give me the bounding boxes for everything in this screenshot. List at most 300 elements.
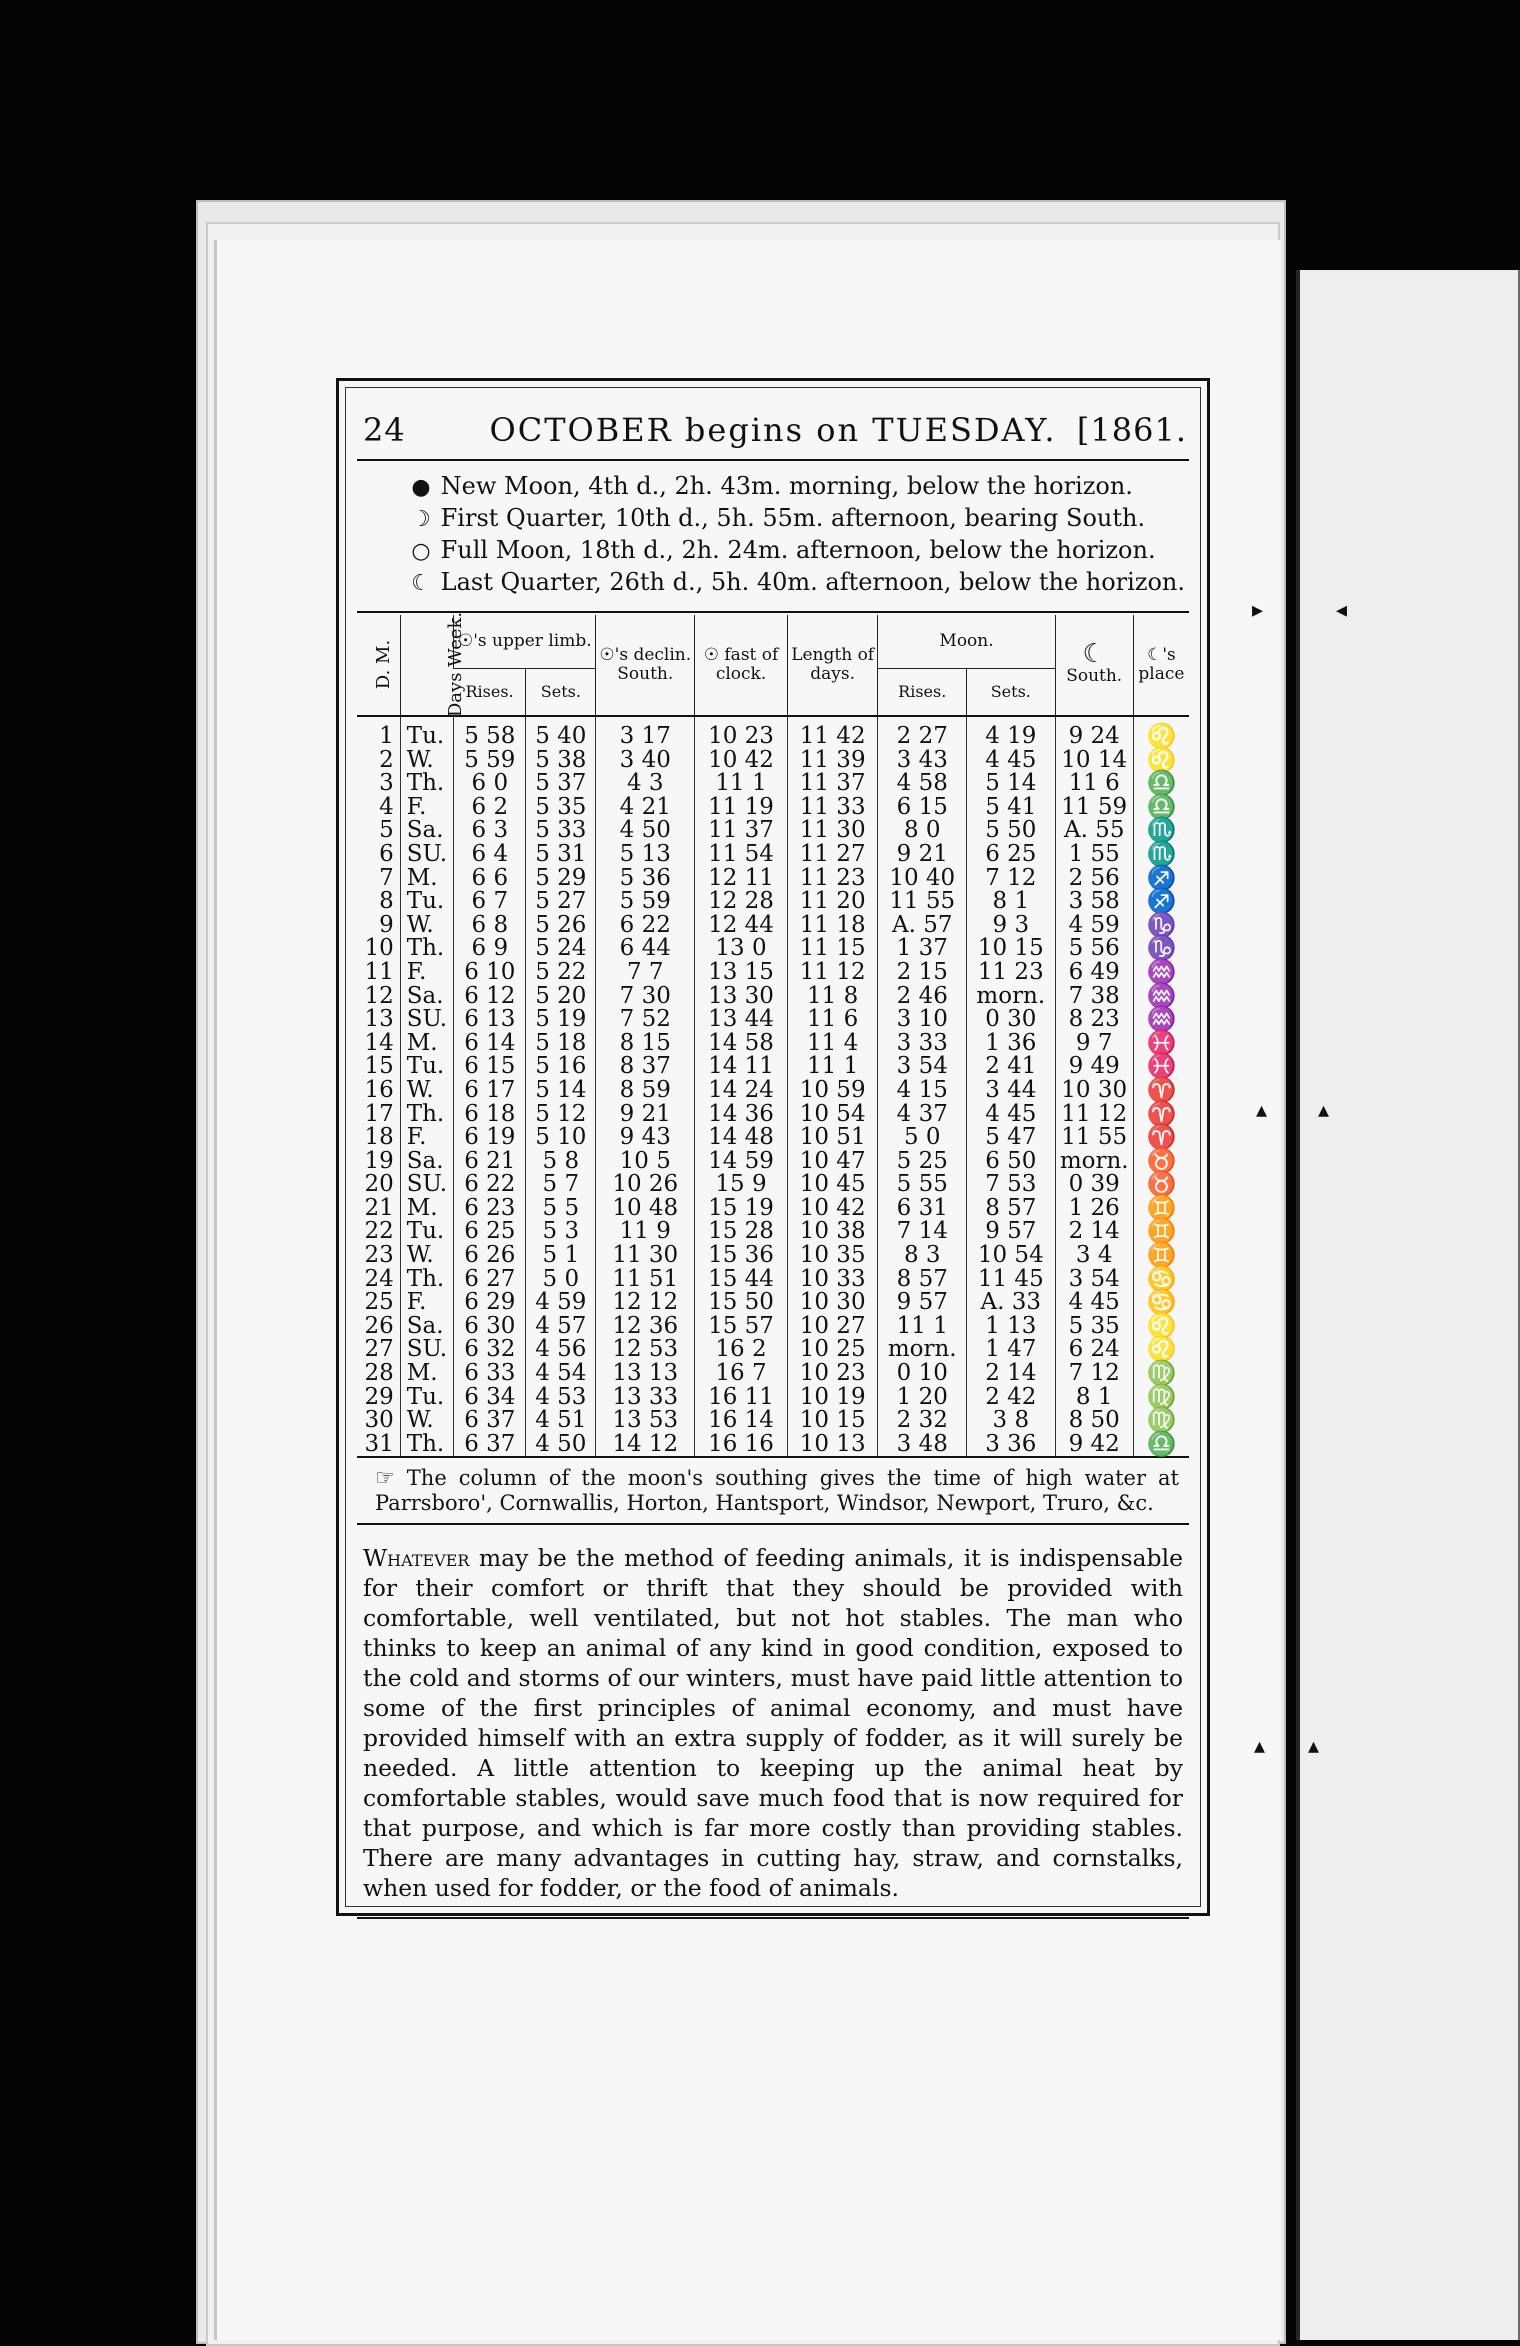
sun-fast-cell: 15 57 — [695, 1315, 788, 1339]
sun-fast-cell: 15 36 — [695, 1244, 788, 1268]
sun-sets-cell: 5 29 — [526, 867, 596, 891]
moon-sets-cell: 8 57 — [967, 1197, 1056, 1221]
col-sun-declination: ☉'s declin. South. — [596, 615, 695, 716]
sun-fast-cell: 14 36 — [695, 1103, 788, 1127]
margin-mark: ▴ — [1254, 1734, 1266, 1759]
moon-place-cell: ♉ — [1133, 1150, 1189, 1174]
table-row — [357, 1197, 1189, 1221]
essay-text: may be the method of feeding animals, it is indispensable for their comfort or thrift that they should be provided with comfortable, well ventilated, but not hot stables. The man who thinks to keep an animal of any kind in good condition, exposed to the cold and storms of our winters, must have paid little attention to some of the first principles of animal economy, and must have provided himself with an extra supply of fodder, as it will surely be needed. A little attention to keeping up the animal heat by comfortable stables, would save much food that is now required for that purpose, and which is far more costly than providing stables. There are many advantages in cutting hay, straw, and cornstalks, when used for fodder, or the food of animals. — [363, 1544, 1183, 1903]
moon-sets-cell: 8 1 — [967, 890, 1056, 914]
sun-rises-cell: 6 21 — [454, 1150, 526, 1174]
moon-rises-cell: 3 54 — [878, 1055, 967, 1079]
sun-rises-cell: 6 33 — [454, 1362, 526, 1386]
table-row — [357, 772, 1189, 796]
day-of-month-cell: 2 — [379, 746, 394, 773]
day-length-cell: 10 59 — [787, 1079, 878, 1103]
day-of-week-cell: F. — [400, 796, 454, 820]
sun-rises-cell: 6 37 — [454, 1433, 526, 1457]
sun-declination-cell: 10 48 — [596, 1197, 695, 1221]
day-of-month-cell: 31 — [364, 1430, 394, 1457]
day-length-cell: 10 33 — [787, 1268, 878, 1292]
day-of-month-cell: 26 — [364, 1312, 394, 1339]
margin-mark: ▴ — [1308, 1734, 1320, 1759]
calendar-body — [357, 716, 1189, 1456]
table-row — [357, 1291, 1189, 1315]
moon-south-cell: 9 42 — [1055, 1433, 1133, 1457]
sun-sets-cell: 5 24 — [526, 937, 596, 961]
moon-rises-cell: 4 58 — [878, 772, 967, 796]
moon-place-cell: ♈ — [1133, 1126, 1189, 1150]
moon-place-cell: ♐ — [1133, 890, 1189, 914]
moon-place-cell: ♑ — [1133, 914, 1189, 938]
day-of-month-cell: 7 — [379, 864, 394, 891]
moon-sets-cell: A. 33 — [967, 1291, 1056, 1315]
day-of-month-cell: 8 — [379, 888, 394, 915]
moon-south-cell: 6 24 — [1055, 1338, 1133, 1362]
moon-south-cell: 8 50 — [1055, 1409, 1133, 1433]
moon-rises-cell: 0 10 — [878, 1362, 967, 1386]
sun-rises-cell: 6 25 — [454, 1220, 526, 1244]
day-of-week-cell: M. — [400, 1032, 454, 1056]
moon-rises-cell: 6 31 — [878, 1197, 967, 1221]
table-row — [357, 1244, 1189, 1268]
sun-fast-cell: 10 42 — [695, 749, 788, 773]
moon-south-cell: 11 12 — [1055, 1103, 1133, 1127]
day-of-week-cell: W. — [400, 749, 454, 773]
moon-place-cell: ♓ — [1133, 1032, 1189, 1056]
sun-sets-cell: 5 1 — [526, 1244, 596, 1268]
sun-declination-cell: 10 26 — [596, 1173, 695, 1197]
day-of-month-cell: 23 — [364, 1242, 394, 1269]
moon-rises-cell: 2 46 — [878, 985, 967, 1009]
sun-fast-cell: 11 1 — [695, 772, 788, 796]
moon-sets-cell: 4 45 — [967, 1103, 1056, 1127]
day-length-cell: 10 25 — [787, 1338, 878, 1362]
day-length-cell: 10 54 — [787, 1103, 878, 1127]
moon-place-cell: ♌ — [1133, 1315, 1189, 1339]
moon-rises-cell: 8 0 — [878, 819, 967, 843]
moon-south-cell: 9 7 — [1055, 1032, 1133, 1056]
day-of-week-cell: Th. — [400, 1433, 454, 1457]
moon-sets-cell: 11 23 — [967, 961, 1056, 985]
moon-rises-cell: 4 37 — [878, 1103, 967, 1127]
moon-south-cell: 3 54 — [1055, 1268, 1133, 1292]
margin-mark: ▸ — [1252, 598, 1264, 623]
day-length-cell: 10 23 — [787, 1362, 878, 1386]
moon-south-cell: 11 59 — [1055, 796, 1133, 820]
day-length-cell: 11 20 — [787, 890, 878, 914]
sun-rises-cell: 6 14 — [454, 1032, 526, 1056]
moon-south-cell: 3 58 — [1055, 890, 1133, 914]
day-of-month-cell: 9 — [379, 911, 394, 938]
day-length-cell: 11 8 — [787, 985, 878, 1009]
day-of-week-cell: F. — [400, 1126, 454, 1150]
sun-fast-cell: 13 0 — [695, 937, 788, 961]
sun-rises-cell: 6 19 — [454, 1126, 526, 1150]
table-row — [357, 1032, 1189, 1056]
moon-rises-cell: 9 57 — [878, 1291, 967, 1315]
sun-sets-cell: 5 16 — [526, 1055, 596, 1079]
new-moon-icon: ● — [411, 475, 431, 500]
sun-sets-cell: 5 8 — [526, 1150, 596, 1174]
day-of-week-cell: M. — [400, 867, 454, 891]
moon-south-cell: 2 14 — [1055, 1220, 1133, 1244]
sun-fast-cell: 11 54 — [695, 843, 788, 867]
sun-fast-cell: 15 44 — [695, 1268, 788, 1292]
sun-declination-cell: 8 37 — [596, 1055, 695, 1079]
moon-phases — [409, 471, 1189, 599]
moon-sets-cell: 1 36 — [967, 1032, 1056, 1056]
sun-fast-cell: 13 44 — [695, 1008, 788, 1032]
sun-fast-cell: 16 16 — [695, 1433, 788, 1457]
divider — [357, 611, 1189, 613]
day-length-cell: 11 18 — [787, 914, 878, 938]
phase-full-moon — [409, 535, 1189, 567]
page-number: 24 — [363, 411, 406, 449]
day-length-cell: 10 45 — [787, 1173, 878, 1197]
day-of-month-cell: 20 — [364, 1171, 394, 1198]
day-of-week-cell: W. — [400, 914, 454, 938]
day-of-week-cell: Sa. — [400, 985, 454, 1009]
sun-declination-cell: 12 53 — [596, 1338, 695, 1362]
moon-sets-cell: 5 47 — [967, 1126, 1056, 1150]
moon-place-cell: ♑ — [1133, 937, 1189, 961]
moon-sets-cell: 2 41 — [967, 1055, 1056, 1079]
sun-declination-cell: 13 13 — [596, 1362, 695, 1386]
sun-fast-cell: 14 58 — [695, 1032, 788, 1056]
moon-sets-cell: 7 53 — [967, 1173, 1056, 1197]
table-row — [357, 1008, 1189, 1032]
sun-rises-cell: 5 58 — [454, 716, 526, 749]
sun-rises-cell: 6 32 — [454, 1338, 526, 1362]
sun-declination-cell: 8 15 — [596, 1032, 695, 1056]
moon-rises-cell: A. 57 — [878, 914, 967, 938]
sun-sets-cell: 5 3 — [526, 1220, 596, 1244]
moon-rises-cell: 3 33 — [878, 1032, 967, 1056]
table-row — [357, 1055, 1189, 1079]
day-of-month-cell: 6 — [379, 840, 394, 867]
table-row — [357, 1315, 1189, 1339]
moon-sets-cell: 10 15 — [967, 937, 1056, 961]
sun-fast-cell: 12 28 — [695, 890, 788, 914]
sun-rises-cell: 6 22 — [454, 1173, 526, 1197]
moon-place-cell: ♏ — [1133, 843, 1189, 867]
moon-rises-cell: 1 20 — [878, 1386, 967, 1410]
sun-sets-cell: 5 22 — [526, 961, 596, 985]
day-of-week-cell: Th. — [400, 1103, 454, 1127]
phase-last-quarter — [409, 567, 1189, 599]
day-of-week-cell: Tu. — [400, 1220, 454, 1244]
sun-fast-cell: 16 7 — [695, 1362, 788, 1386]
moon-rises-cell: morn. — [878, 1338, 967, 1362]
sun-sets-cell: 5 10 — [526, 1126, 596, 1150]
day-length-cell: 11 15 — [787, 937, 878, 961]
day-of-week-cell: F. — [400, 961, 454, 985]
table-row — [357, 1150, 1189, 1174]
sun-fast-cell: 10 23 — [695, 716, 788, 749]
sun-fast-cell: 16 11 — [695, 1386, 788, 1410]
table-row — [357, 1103, 1189, 1127]
moon-place-cell: ♒ — [1133, 961, 1189, 985]
sun-sets-cell: 5 12 — [526, 1103, 596, 1127]
moon-sets-cell: 7 12 — [967, 867, 1056, 891]
moon-south-cell: 5 35 — [1055, 1315, 1133, 1339]
phase-text: Last Quarter, 26th d., 5h. 40m. afternoon, below the horizon. — [440, 568, 1186, 596]
sun-declination-cell: 11 30 — [596, 1244, 695, 1268]
sun-declination-cell: 9 43 — [596, 1126, 695, 1150]
day-length-cell: 10 47 — [787, 1150, 878, 1174]
sun-declination-cell: 14 12 — [596, 1433, 695, 1457]
table-row — [357, 1079, 1189, 1103]
sun-rises-cell: 6 17 — [454, 1079, 526, 1103]
moon-place-cell: ♎ — [1133, 772, 1189, 796]
moon-south-cell: 0 39 — [1055, 1173, 1133, 1197]
phase-new-moon — [409, 471, 1189, 503]
day-length-cell: 11 42 — [787, 716, 878, 749]
day-length-cell: 10 38 — [787, 1220, 878, 1244]
day-of-month-cell: 25 — [364, 1289, 394, 1316]
almanac-frame — [336, 378, 1210, 1916]
day-of-week-cell: M. — [400, 1362, 454, 1386]
sun-sets-cell: 5 7 — [526, 1173, 596, 1197]
sun-sets-cell: 5 37 — [526, 772, 596, 796]
day-of-month-cell: 14 — [364, 1029, 394, 1056]
sun-sets-cell: 4 57 — [526, 1315, 596, 1339]
sun-declination-cell: 6 22 — [596, 914, 695, 938]
day-of-week-cell: Tu. — [400, 716, 454, 749]
day-of-month-cell: 18 — [364, 1124, 394, 1151]
day-length-cell: 10 35 — [787, 1244, 878, 1268]
day-of-week-cell: W. — [400, 1409, 454, 1433]
moon-place-cell: ♒ — [1133, 1008, 1189, 1032]
table-row — [357, 1362, 1189, 1386]
sun-fast-cell: 15 28 — [695, 1220, 788, 1244]
table-row — [357, 1220, 1189, 1244]
moon-place-cell: ♉ — [1133, 1173, 1189, 1197]
day-of-week-cell: Tu. — [400, 890, 454, 914]
header-row — [357, 615, 1189, 668]
day-of-month-cell: 16 — [364, 1076, 394, 1103]
day-length-cell: 11 33 — [787, 796, 878, 820]
sun-rises-cell: 6 4 — [454, 843, 526, 867]
moon-south-cell: 11 55 — [1055, 1126, 1133, 1150]
sun-declination-cell: 5 59 — [596, 890, 695, 914]
col-moon-sets: Sets. — [967, 668, 1056, 716]
moon-sets-cell: 1 13 — [967, 1315, 1056, 1339]
table-row — [357, 1433, 1189, 1457]
moon-rises-cell: 3 10 — [878, 1008, 967, 1032]
moon-south-cell: 2 56 — [1055, 867, 1133, 891]
day-length-cell: 11 1 — [787, 1055, 878, 1079]
sun-rises-cell: 6 3 — [454, 819, 526, 843]
day-of-week-cell: Th. — [400, 937, 454, 961]
day-length-cell: 11 12 — [787, 961, 878, 985]
day-of-month-cell: 19 — [364, 1147, 394, 1174]
moon-place-cell: ♌ — [1133, 1338, 1189, 1362]
moon-place-cell: ♒ — [1133, 985, 1189, 1009]
moon-sets-cell: 2 14 — [967, 1362, 1056, 1386]
sun-fast-cell: 15 19 — [695, 1197, 788, 1221]
table-row — [357, 1126, 1189, 1150]
moon-south-cell: 7 38 — [1055, 985, 1133, 1009]
moon-icon: ☾ — [1082, 638, 1106, 669]
col-length-days: Length of days. — [787, 615, 878, 716]
day-length-cell: 11 39 — [787, 749, 878, 773]
sun-rises-cell: 6 7 — [454, 890, 526, 914]
sun-sets-cell: 5 0 — [526, 1268, 596, 1292]
moon-rises-cell: 8 57 — [878, 1268, 967, 1292]
sun-fast-cell: 14 24 — [695, 1079, 788, 1103]
table-row — [357, 749, 1189, 773]
moon-sets-cell: 2 42 — [967, 1386, 1056, 1410]
day-length-cell: 10 27 — [787, 1315, 878, 1339]
moon-rises-cell: 5 55 — [878, 1173, 967, 1197]
sun-sets-cell: 5 5 — [526, 1197, 596, 1221]
moon-place-cell: ♈ — [1133, 1103, 1189, 1127]
sun-declination-cell: 13 33 — [596, 1386, 695, 1410]
moon-sets-cell: 9 3 — [967, 914, 1056, 938]
essay-paragraph — [363, 1543, 1183, 1903]
moon-place-cell: ♎ — [1133, 1433, 1189, 1457]
moon-place-cell: ♍ — [1133, 1362, 1189, 1386]
day-length-cell: 11 4 — [787, 1032, 878, 1056]
day-of-week-cell: Sa. — [400, 819, 454, 843]
moon-sets-cell: morn. — [967, 985, 1056, 1009]
moon-south-cell: 5 56 — [1055, 937, 1133, 961]
table-row — [357, 1386, 1189, 1410]
table-row — [357, 1173, 1189, 1197]
table-row — [357, 716, 1189, 749]
day-length-cell: 10 15 — [787, 1409, 878, 1433]
moon-sets-cell: 5 50 — [967, 819, 1056, 843]
col-moon: Moon. — [878, 615, 1055, 668]
sun-fast-cell: 12 44 — [695, 914, 788, 938]
moon-place-cell: ♍ — [1133, 1386, 1189, 1410]
sun-declination-cell: 11 51 — [596, 1268, 695, 1292]
day-of-month-cell: 13 — [364, 1006, 394, 1033]
sun-declination-cell: 9 21 — [596, 1103, 695, 1127]
page-year: [1861. — [1076, 411, 1187, 449]
day-length-cell: 11 27 — [787, 843, 878, 867]
phase-text: New Moon, 4th d., 2h. 43m. morning, below the horizon. — [440, 472, 1133, 500]
sun-sets-cell: 5 20 — [526, 985, 596, 1009]
moon-rises-cell: 6 15 — [878, 796, 967, 820]
moon-south-cell: 9 49 — [1055, 1055, 1133, 1079]
sun-rises-cell: 6 23 — [454, 1197, 526, 1221]
col-moon-rises: Rises. — [878, 668, 967, 716]
sun-rises-cell: 6 13 — [454, 1008, 526, 1032]
moon-south-cell: 7 12 — [1055, 1362, 1133, 1386]
moon-sets-cell: 9 57 — [967, 1220, 1056, 1244]
day-of-month-cell: 3 — [379, 770, 394, 797]
table-row — [357, 819, 1189, 843]
moon-south-cell: 1 26 — [1055, 1197, 1133, 1221]
moon-south-cell: 8 1 — [1055, 1386, 1133, 1410]
moon-place-cell: ♋ — [1133, 1291, 1189, 1315]
moon-rises-cell: 2 27 — [878, 716, 967, 749]
table-row — [357, 843, 1189, 867]
divider — [357, 1523, 1189, 1525]
table-row — [357, 937, 1189, 961]
sun-declination-cell: 5 36 — [596, 867, 695, 891]
sun-rises-cell: 6 18 — [454, 1103, 526, 1127]
sun-rises-cell: 6 34 — [454, 1386, 526, 1410]
sun-sets-cell: 5 19 — [526, 1008, 596, 1032]
sun-sets-cell: 5 27 — [526, 890, 596, 914]
day-of-week-cell: Sa. — [400, 1315, 454, 1339]
day-length-cell: 11 30 — [787, 819, 878, 843]
moon-rises-cell: 3 43 — [878, 749, 967, 773]
moon-south-cell: 11 6 — [1055, 772, 1133, 796]
sun-fast-cell: 14 11 — [695, 1055, 788, 1079]
sun-fast-cell: 12 11 — [695, 867, 788, 891]
day-of-month-cell: 4 — [379, 793, 394, 820]
day-of-month-cell: 24 — [364, 1265, 394, 1292]
moon-sets-cell: 3 44 — [967, 1079, 1056, 1103]
day-of-week-cell: Sa. — [400, 1150, 454, 1174]
sun-rises-cell: 6 9 — [454, 937, 526, 961]
margin-mark: ▴ — [1318, 1098, 1330, 1123]
day-of-week-cell: W. — [400, 1079, 454, 1103]
moon-place-cell: ♐ — [1133, 867, 1189, 891]
col-sun-rises: Rises. — [454, 668, 526, 716]
moon-south-cell: 10 30 — [1055, 1079, 1133, 1103]
moon-rises-cell: 8 3 — [878, 1244, 967, 1268]
sun-fast-cell: 14 59 — [695, 1150, 788, 1174]
sun-declination-cell: 13 53 — [596, 1409, 695, 1433]
full-moon-icon: ○ — [411, 539, 431, 564]
moon-sets-cell: 10 54 — [967, 1244, 1056, 1268]
page-header — [357, 381, 1189, 461]
table-row — [357, 985, 1189, 1009]
table-row — [357, 867, 1189, 891]
day-of-week-cell: SU. — [400, 843, 454, 867]
moon-sets-cell: 3 36 — [967, 1433, 1056, 1457]
day-of-week-cell: Th. — [400, 772, 454, 796]
day-of-week-cell: SU. — [400, 1173, 454, 1197]
day-of-week-cell: W. — [400, 1244, 454, 1268]
moon-rises-cell: 7 14 — [878, 1220, 967, 1244]
moon-rises-cell: 3 48 — [878, 1433, 967, 1457]
sun-fast-cell: 13 30 — [695, 985, 788, 1009]
tide-note-text: The column of the moon's southing gives the time of high water at Parrsboro', Cornwallis, Horton, Hantsport, Windsor, Newport, Truro, &c. — [375, 1466, 1179, 1516]
sun-sets-cell: 5 40 — [526, 716, 596, 749]
day-of-month-cell: 15 — [364, 1053, 394, 1080]
sun-sets-cell: 5 35 — [526, 796, 596, 820]
moon-rises-cell: 1 37 — [878, 937, 967, 961]
moon-south-cell: 6 49 — [1055, 961, 1133, 985]
sun-fast-cell: 16 2 — [695, 1338, 788, 1362]
phase-first-quarter — [409, 503, 1189, 535]
col-moon-south: ☾ South. — [1055, 615, 1133, 716]
sun-fast-cell: 16 14 — [695, 1409, 788, 1433]
almanac-content — [357, 381, 1189, 1919]
sun-rises-cell: 6 30 — [454, 1315, 526, 1339]
sun-rises-cell: 6 6 — [454, 867, 526, 891]
sun-declination-cell: 12 12 — [596, 1291, 695, 1315]
day-of-month-cell: 21 — [364, 1194, 394, 1221]
day-of-week-cell: SU. — [400, 1008, 454, 1032]
moon-south-cell: 8 23 — [1055, 1008, 1133, 1032]
day-of-month-cell: 28 — [364, 1360, 394, 1387]
moon-sets-cell: 5 41 — [967, 796, 1056, 820]
moon-rises-cell: 9 21 — [878, 843, 967, 867]
day-length-cell: 11 6 — [787, 1008, 878, 1032]
sun-rises-cell: 6 0 — [454, 772, 526, 796]
sun-sets-cell: 5 38 — [526, 749, 596, 773]
sun-fast-cell: 11 37 — [695, 819, 788, 843]
moon-place-cell: ♊ — [1133, 1197, 1189, 1221]
